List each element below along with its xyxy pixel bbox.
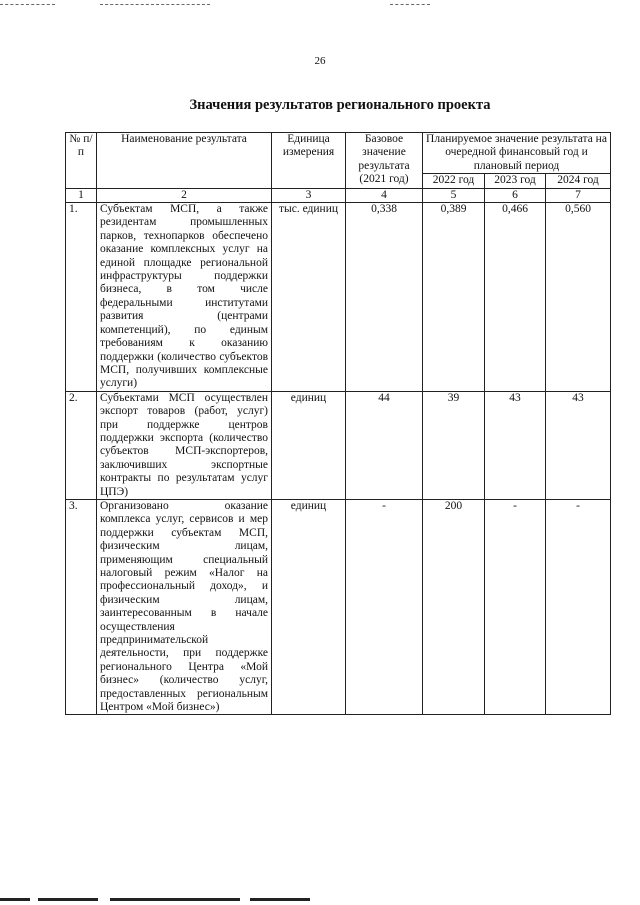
index-cell: 6 bbox=[485, 188, 546, 202]
value-2022: 0,389 bbox=[423, 203, 485, 392]
row-number: 1. bbox=[66, 203, 97, 392]
scan-edge-mark bbox=[100, 4, 210, 5]
scan-edge-mark bbox=[0, 4, 55, 5]
header-unit: Единица измерения bbox=[272, 133, 346, 189]
header-planned: Планируемое значение результата на очередной финансовый год и плановый период bbox=[423, 133, 611, 174]
result-name: Субъектами МСП осуществлен экспорт товаров (работ, услуг) при поддержке центров поддержки экспорта (количество субъектов МСП-экспортеров, заключивших экспортные контракты по результатам услуг ЦПЭ) bbox=[97, 391, 272, 499]
index-cell: 4 bbox=[346, 188, 423, 202]
results-table bbox=[65, 132, 611, 715]
scan-edge-mark bbox=[0, 898, 30, 901]
header-year-2023: 2023 год bbox=[485, 174, 546, 188]
row-number: 2. bbox=[66, 391, 97, 499]
page-number: 26 bbox=[314, 55, 326, 67]
header-name: Наименование результата bbox=[97, 133, 272, 189]
header-num: № п/п bbox=[66, 133, 97, 189]
result-unit: единиц bbox=[272, 499, 346, 715]
document-title: Значения результатов регионального проекта bbox=[189, 97, 491, 113]
scan-edge-mark bbox=[38, 898, 98, 901]
table-row bbox=[66, 391, 611, 499]
row-number: 3. bbox=[66, 499, 97, 715]
table-row bbox=[66, 203, 611, 392]
header-row bbox=[66, 133, 611, 174]
value-2024: 0,560 bbox=[546, 203, 611, 392]
value-2023: - bbox=[485, 499, 546, 715]
base-value: 0,338 bbox=[346, 203, 423, 392]
index-cell: 1 bbox=[66, 188, 97, 202]
result-unit: тыс. единиц bbox=[272, 203, 346, 392]
header-base: Базовое значение результата (2021 год) bbox=[346, 133, 423, 189]
index-cell: 7 bbox=[546, 188, 611, 202]
result-name: Организовано оказание комплекса услуг, сервисов и мер поддержки субъектам МСП, физическим лицам, применяющим специальный налоговый режим «Налог на профессиональный доход», и физическим лицам, заинтересованным в начале осуществления предпринимательской деятельности, при поддержке регионального Центра «Мой бизнес» (количество услуг, предоставленных региональным Центром «Мой бизнес») bbox=[97, 499, 272, 715]
scan-edge-mark bbox=[250, 898, 310, 901]
header-year-2022: 2022 год bbox=[423, 174, 485, 188]
value-2024: - bbox=[546, 499, 611, 715]
column-index-row bbox=[66, 188, 611, 202]
scan-edge-mark bbox=[110, 898, 240, 901]
table-row bbox=[66, 499, 611, 715]
result-unit: единиц bbox=[272, 391, 346, 499]
index-cell: 5 bbox=[423, 188, 485, 202]
scan-edge-mark bbox=[390, 4, 430, 5]
value-2023: 0,466 bbox=[485, 203, 546, 392]
value-2022: 200 bbox=[423, 499, 485, 715]
header-year-2024: 2024 год bbox=[546, 174, 611, 188]
index-cell: 2 bbox=[97, 188, 272, 202]
value-2024: 43 bbox=[546, 391, 611, 499]
value-2022: 39 bbox=[423, 391, 485, 499]
index-cell: 3 bbox=[272, 188, 346, 202]
value-2023: 43 bbox=[485, 391, 546, 499]
base-value: - bbox=[346, 499, 423, 715]
base-value: 44 bbox=[346, 391, 423, 499]
result-name: Субъектам МСП, а также резидентам промышленных парков, технопарков обеспечено оказание комплексных услуг на единой площадке региональной инфраструктуры поддержки бизнеса, в том числе федеральными институтами развития (центрами компетенций), по единым требованиям к оказанию поддержки (количество субъектов МСП, получивших комплексные услуги) bbox=[97, 203, 272, 392]
